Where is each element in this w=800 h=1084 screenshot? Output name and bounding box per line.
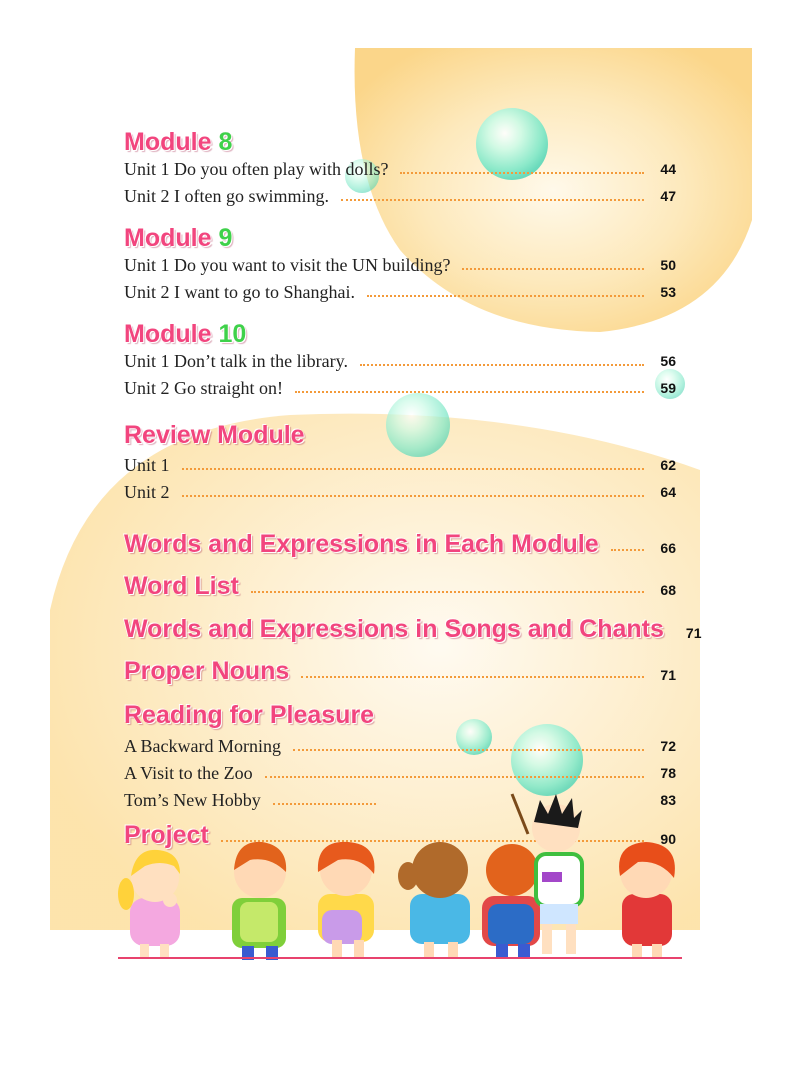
section-title: Words and Expressions in Each Module (124, 529, 599, 558)
module-8-heading[interactable] (124, 130, 232, 155)
page-number: 68 (660, 582, 676, 598)
review-module-heading[interactable]: Review Module (124, 421, 305, 449)
toc-entry[interactable] (124, 453, 676, 477)
module-label: Module (124, 128, 212, 156)
toc-section-words-each-module[interactable] (124, 529, 676, 559)
toc-section-songs-chants[interactable] (124, 614, 702, 644)
entry-title: Unit 1 (124, 454, 170, 475)
children-illustration (110, 790, 690, 965)
page-number: 71 (660, 667, 676, 683)
ground-line (118, 957, 682, 959)
toc-entry[interactable] (124, 253, 676, 277)
entry-title: Unit 1 Don’t talk in the library. (124, 350, 348, 371)
page-number: 44 (660, 161, 676, 177)
module-number: 9 (218, 224, 233, 252)
module-number: 10 (218, 320, 247, 348)
leader-dots (295, 391, 644, 393)
module-10-heading[interactable] (124, 322, 246, 347)
entry-title: A Backward Morning (124, 735, 281, 756)
leader-dots (301, 676, 644, 678)
page-number: 71 (685, 625, 702, 641)
leader-dots (251, 591, 644, 593)
page-number: 56 (660, 353, 676, 369)
page-number: 66 (660, 540, 676, 556)
leader-dots (611, 549, 644, 551)
toc-section-word-list[interactable] (124, 571, 676, 601)
entry-title: Unit 1 Do you often play with dolls? (124, 158, 389, 179)
toc-entry[interactable] (124, 280, 676, 304)
entry-title: Unit 2 (124, 481, 170, 502)
leader-dots (182, 468, 644, 470)
entry-title: A Visit to the Zoo (124, 762, 253, 783)
page-number: 83 (660, 792, 676, 808)
module-label: Module (124, 224, 212, 252)
child-figure (118, 850, 180, 958)
toc-entry[interactable] (124, 761, 676, 785)
leader-dots (182, 495, 644, 497)
leader-dots (360, 364, 644, 366)
page-number: 62 (660, 457, 676, 473)
toc-entry[interactable] (124, 184, 676, 208)
section-title: Words and Expressions in Songs and Chants (124, 614, 664, 643)
toc-entry[interactable] (124, 376, 676, 400)
section-title: Proper Nouns (124, 656, 290, 685)
child-figure (398, 842, 470, 958)
entry-title: Unit 2 Go straight on! (124, 377, 283, 398)
page-number: 50 (660, 257, 676, 273)
toc-entry[interactable] (124, 734, 676, 758)
leader-dots (265, 776, 644, 778)
module-9-heading[interactable] (124, 226, 232, 251)
leader-dots (341, 199, 644, 201)
leader-dots (462, 268, 644, 270)
page-number: 53 (660, 284, 676, 300)
module-number: 8 (218, 128, 233, 156)
toc-section-proper-nouns[interactable] (124, 656, 676, 686)
child-figure (232, 842, 286, 960)
toc-entry[interactable] (124, 157, 676, 181)
leader-dots (400, 172, 644, 174)
toc-entry[interactable] (124, 480, 676, 504)
section-title: Project (124, 820, 209, 849)
page-number: 59 (660, 380, 676, 396)
page-number: 64 (660, 484, 676, 500)
page-number: 72 (660, 738, 676, 754)
entry-title: Unit 2 I want to go to Shanghai. (124, 281, 355, 302)
entry-title: Unit 2 I often go swimming. (124, 185, 329, 206)
child-figure (318, 842, 375, 958)
entry-title: Tom’s New Hobby (124, 789, 261, 810)
toc-entry[interactable] (124, 349, 676, 373)
module-label: Module (124, 320, 212, 348)
page-number: 90 (660, 831, 676, 847)
entry-title: Unit 1 Do you want to visit the UN building? (124, 254, 451, 275)
reading-for-pleasure-heading[interactable]: Reading for Pleasure (124, 701, 375, 729)
leader-dots (293, 749, 644, 751)
leader-dots (367, 295, 644, 297)
page-number: 78 (660, 765, 676, 781)
section-title: Word List (124, 571, 239, 600)
page-number: 47 (660, 188, 676, 204)
child-figure (619, 842, 675, 958)
child-figure (482, 844, 540, 958)
